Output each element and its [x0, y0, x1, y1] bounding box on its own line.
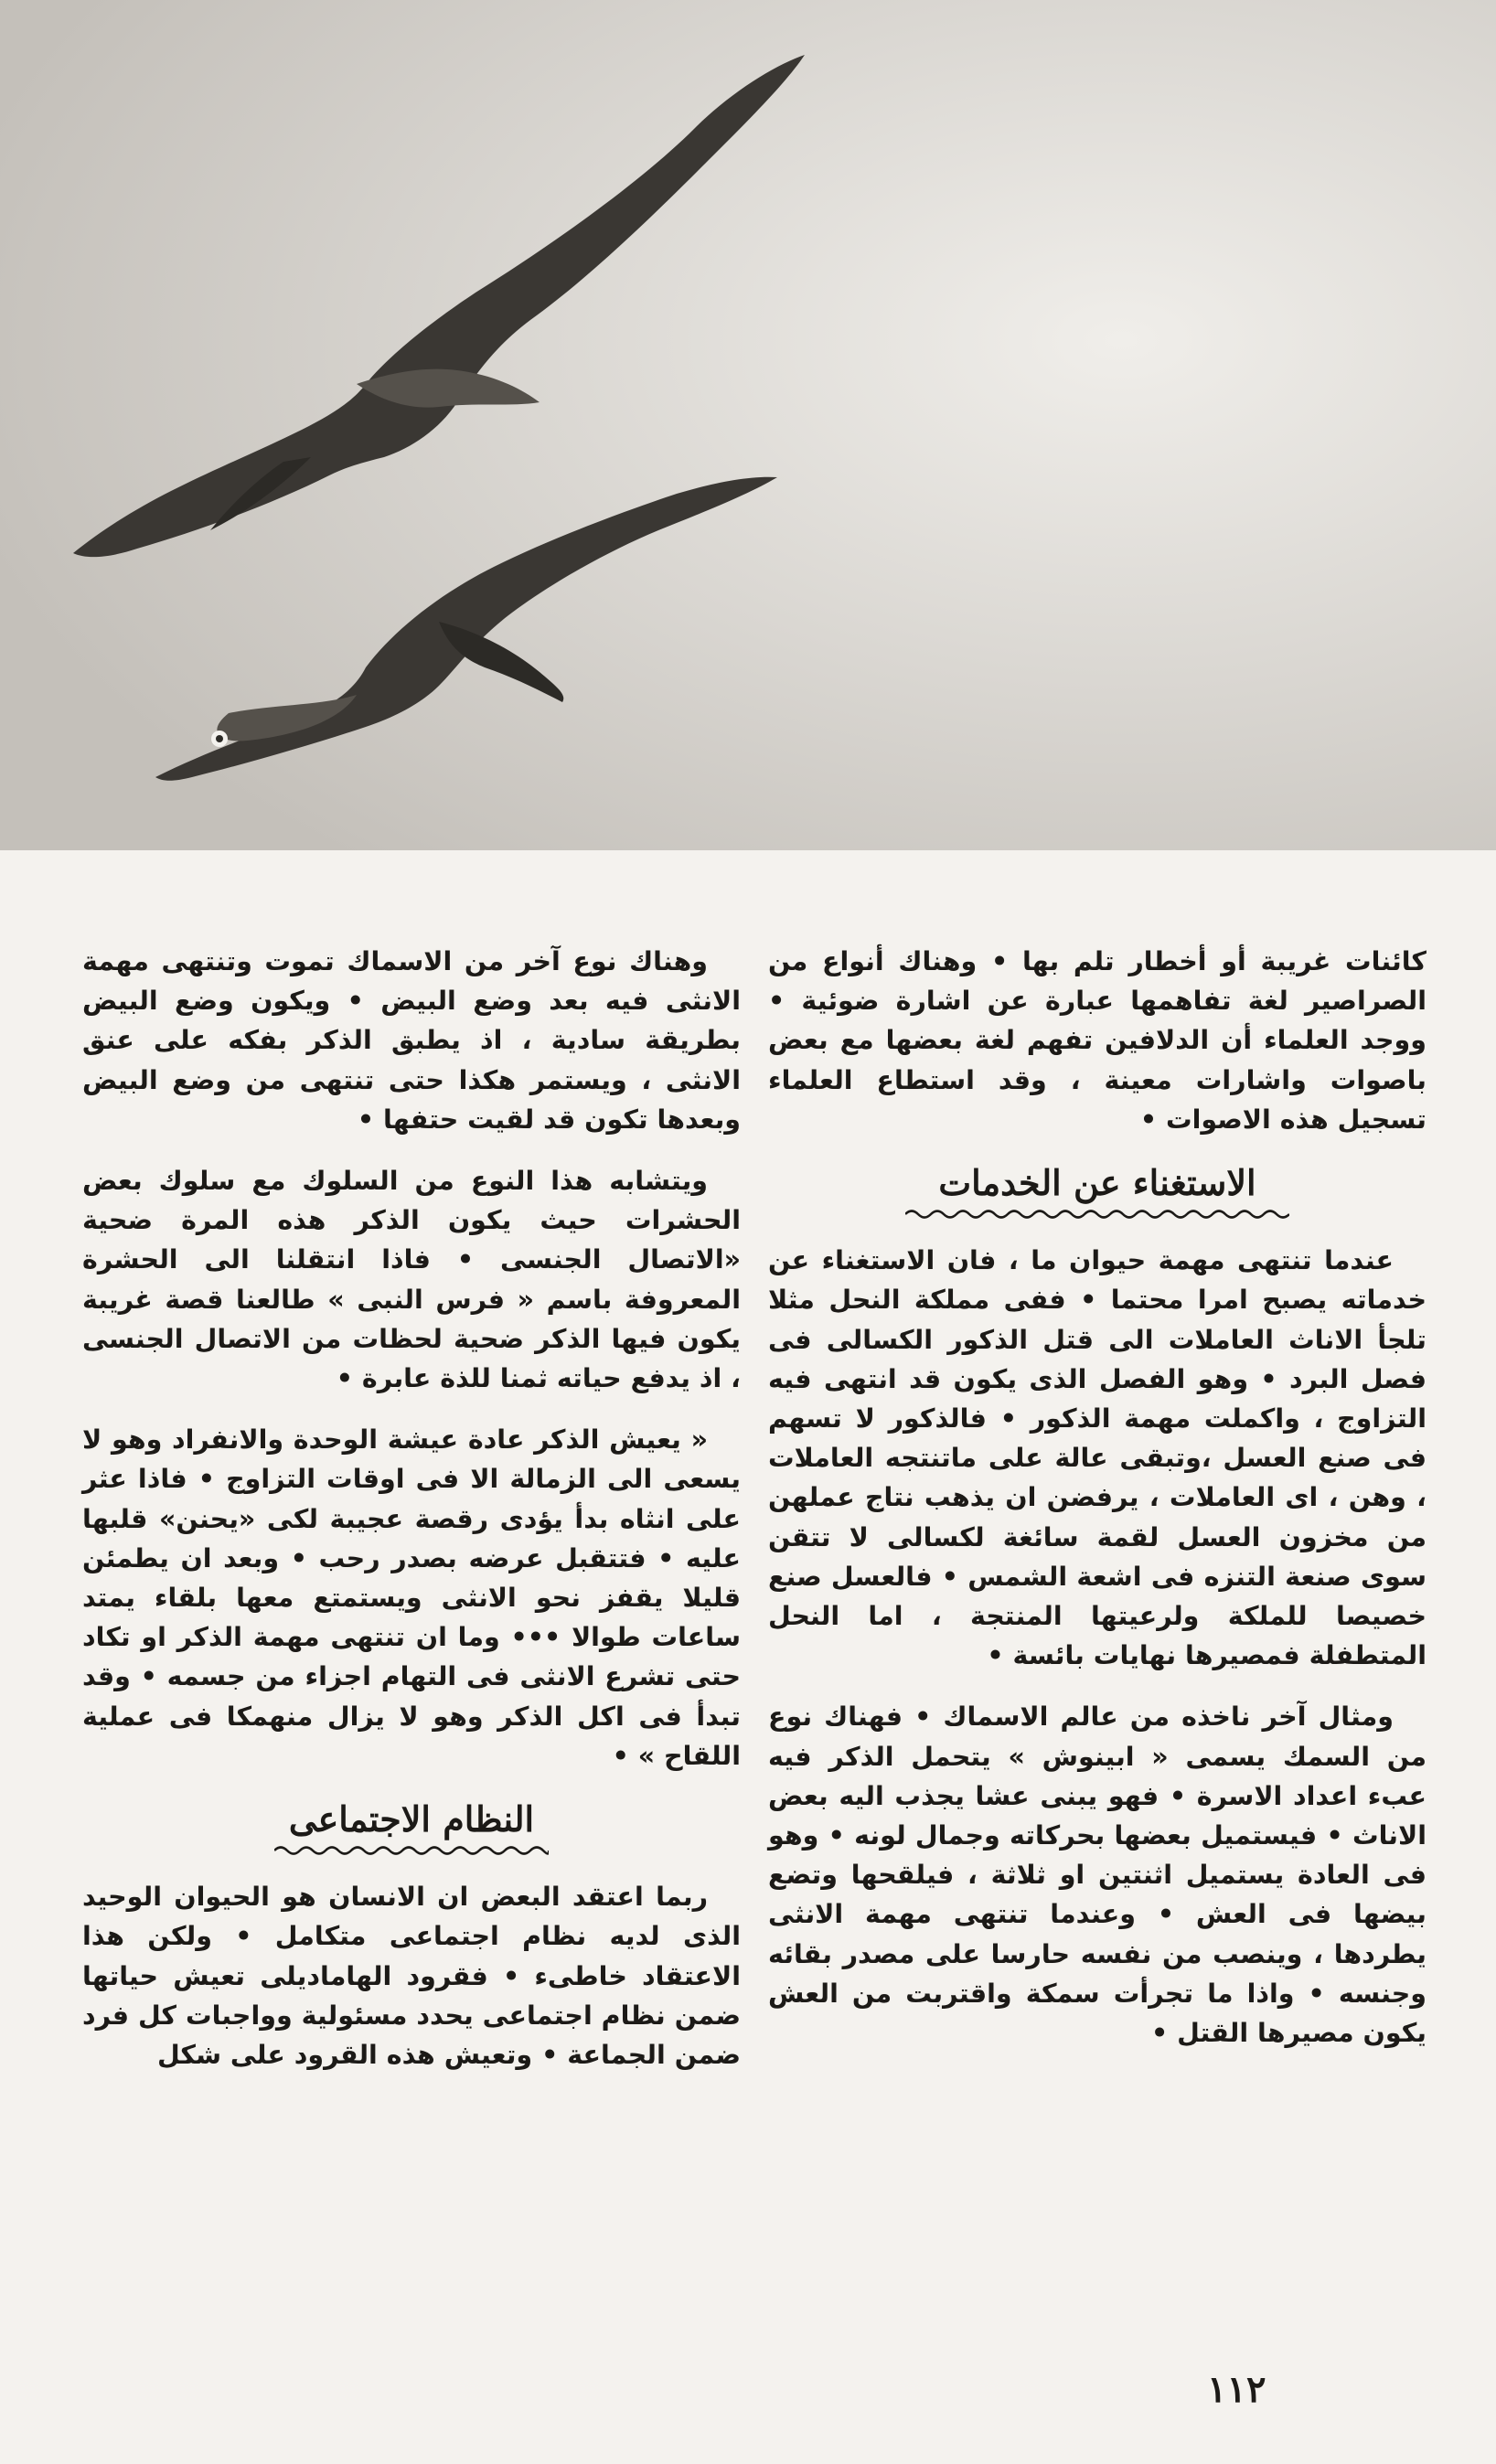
left-paragraph-1: وهناك نوع آخر من الاسماك تموت وتنتهى مهمة الانثى فيه بعد وضع البيض • ويكون وضع البيض بطريقة سادية ، اذ يطبق الذكر بفكه على عنق الانثى ، ويستمر هكذا حتى تنتهى من وضع البيض وبعدها تكون قد لقيت حتفها • — [82, 946, 741, 1135]
heading-dispensing-services: الاستغناء عن الخدمات — [938, 1162, 1256, 1204]
birds-illustration — [0, 0, 1496, 850]
right-column — [768, 942, 1427, 2075]
left-paragraph-3: « يعيش الذكر عادة عيشة الوحدة والانفراد وهو لا يسعى الى الزمالة الا فى اوقات التزاوج • فاذا عثر على انثاه بدأ يؤدى رقصة عجيبة لكى «يحنن» قلبها عليه • فتتقبل عرضه بصدر رحب • وبعد ان يطمئن قليلا يقفز نحو الانثى ويستمتع معها بلقاء يمتد ساعات طوالا ••• وما ان تنتهى مهمة الذكر او تكاد حتى تشرع الانثى فى التهام اجزاء من جسمه • وقد تبدأ فى اكل الذكر وهو لا يزال منهمكا فى عملية اللقاح » • — [82, 1424, 741, 1771]
left-column — [82, 942, 741, 2096]
heading-social-system: النظام الاجتماعى — [288, 1798, 535, 1840]
right-paragraph-2: ومثال آخر ناخذه من عالم الاسماك • فهناك نوع من السمك يسمى « ابينوش » يتحمل الذكر فيه عبء اعداد الاسرة • فهو يبنى عشا يجذب اليه بعض الاناث • فيستميل بعضها بحركاته وجمال لونه • وهو فى العادة يستميل اثنتين او ثلاثة ، فيلقحها وتضع بيضها فى العش • وعندما تنتهى مهمة الانثى يطردها ، وينصب من نفسه حارسا على مصدر بقائه وجنسه • واذا ما تجرأت سمكة واقتربت من العش يكون مصيرها القتل • — [768, 1701, 1427, 2049]
left-paragraph-4: ربما اعتقد البعض ان الانسان هو الحيوان الوحيد الذى لديه نظام اجتماعى متكامل • ولكن هذا الاعتقاد خاطىء • فقرود الهاماديلى تعيش حياتها ضمن نظام اجتماعى يحدد مسئولية وواجبات كل فرد ضمن الجماعة • وتعيش هذه القرود على شكل — [82, 1882, 741, 2071]
page-number: ١١٢ — [1207, 2368, 1266, 2411]
right-paragraph-1: عندما تنتهى مهمة حيوان ما ، فان الاستغناء عن خدماته يصبح امرا محتما • ففى مملكة النحل مثلا تلجأ الاناث العاملات الى قتل الذكور الكسالى فى فصل البرد • وهو الفصل الذى يكون قد انتهى فيه التزاوج ، واكملت مهمة الذكور • فالذكور لا تسهم فى صنع العسل ،وتبقى عالة على ماتنتجه العاملات ، وهن ، اى العاملات ، يرفضن ان يذهب نتاج عملهن من مخزون العسل لقمة سائغة لكسالى لا تتقن سوى صنعة التنزه فى اشعة الشمس • فالعسل صنع خصيصا للملكة ولرعيتها المنتجة ، اما النحل المتطفلة فمصيرها نهايات بائسة • — [768, 1245, 1427, 1671]
right-intro-paragraph: كائنات غريبة أو أخطار تلم بها • وهناك أنواع من الصراصير لغة تفاهمها عبارة عن اشارة ضوئية • ووجد العلماء أن الدلافين تفهم لغة بعضها مع بعض باصوات واشارات معينة ، وقد استطاع العلماء تسجيل هذه الاصوات • — [768, 946, 1427, 1135]
heading-underline-wave — [905, 1208, 1289, 1221]
flying-birds-photo — [0, 0, 1496, 850]
heading-underline-wave — [274, 1844, 549, 1857]
left-paragraph-2: ويتشابه هذا النوع من السلوك مع سلوك بعض الحشرات حيث يكون الذكر هذه المرة ضحية «الاتصال الجنسى • فاذا انتقلنا الى الحشرة المعروفة باسم « فرس النبى » طالعنا قصة غريبة يكون فيها الذكر ضحية لحظات من الاتصال الجنسى ، اذ يدفع حياته ثمنا للذة عابرة • — [82, 1166, 741, 1394]
